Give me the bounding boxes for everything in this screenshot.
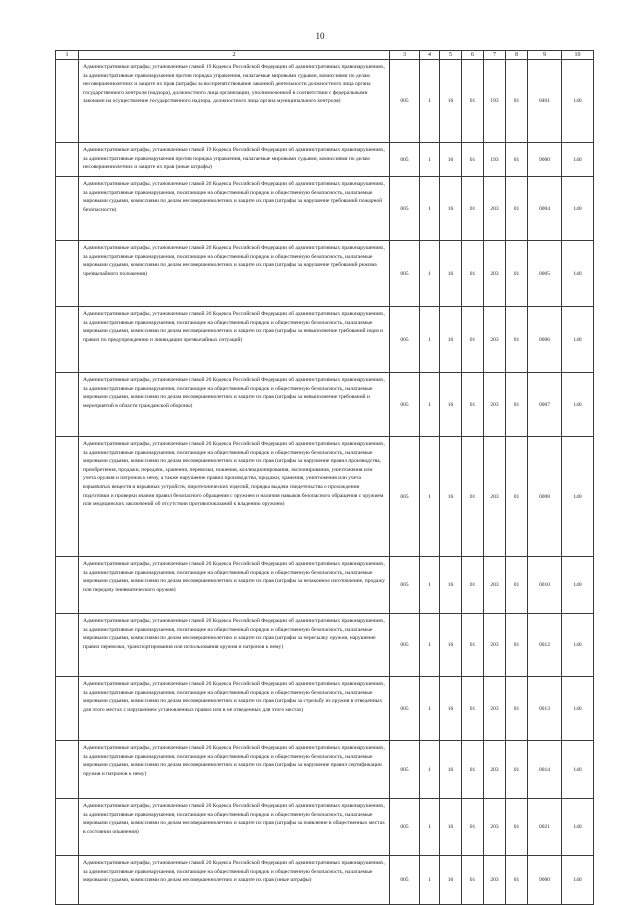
code-cell-c10: 140	[562, 557, 594, 614]
table-row	[56, 614, 594, 677]
code-cell-c9: 0012	[528, 614, 562, 677]
code-cell-c6: 01	[462, 307, 484, 373]
row-description: Административные штрафы, установленные главой 20 Кодекса Российской Федерации об административных правонарушениях, за административные правонарушения, посягающие на общественный порядок и общественную безопасность, налагаемые мировыми судьями, комиссиями по делам несовершеннолетних и защите их прав (штрафы за нарушение требований режима чрезвычайного положения)	[79, 241, 390, 307]
code-cell-c10: 140	[562, 143, 594, 177]
code-cell-c7: 203	[484, 856, 506, 905]
code-cell-c8: 01	[506, 741, 528, 799]
code-cell-c9: 0013	[528, 677, 562, 741]
code-cell-c7: 203	[484, 373, 506, 437]
row-description: Административные штрафы, установленные главой 20 Кодекса Российской Федерации об административных правонарушениях, за административные правонарушения, посягающие на общественный порядок и общественную безопасность, налагаемые мировыми судьями, комиссиями по делам несовершеннолетних и защите их прав (штрафы за нарушение правил производства, приобретения, продажи, передачи, хранения, перевозки, ношения, коллекционирования, экспонирования, уничтожения или учета оружия и патронов к нему, а также нарушение правил производства, продажи, хранения, уничтожения или учета взрывчатых веществ и взрывных устройств, пиротехнических изделий, порядка выдачи свидетельства о прохождении подготовки и проверки знания правил безопасного обращения с оружием и наличия навыков безопасного обращения с оружием или медицинских заключений об отсутствии противопоказаний к владению оружием)	[79, 437, 390, 557]
budget-code-table	[55, 50, 594, 905]
code-cell-c6: 01	[462, 741, 484, 799]
code-cell-c7: 203	[484, 307, 506, 373]
row-description: Административные штрафы, установленные главой 20 Кодекса Российской Федерации об административных правонарушениях, за административные правонарушения, посягающие на общественный порядок и общественную безопасность, налагаемые мировыми судьями, комиссиями по делам несовершеннолетних и защите их прав (штрафы за пересылку оружия, нарушение правил перевозки, транспортирования или использования оружия и патронов к нему)	[79, 614, 390, 677]
code-cell-c10: 140	[562, 741, 594, 799]
header-row	[56, 51, 594, 60]
code-cell-c4: 1	[420, 856, 440, 905]
code-cell-c3: 005	[390, 241, 420, 307]
code-cell-c6: 01	[462, 557, 484, 614]
code-cell-c9: 9000	[528, 143, 562, 177]
code-cell-c9: 0401	[528, 60, 562, 143]
column-header: 10	[562, 51, 594, 60]
code-cell-c7: 203	[484, 677, 506, 741]
code-cell-c7: 203	[484, 437, 506, 557]
row-description: Административные штрафы, установленные главой 20 Кодекса Российской Федерации об административных правонарушениях, за административные правонарушения, посягающие на общественный порядок и общественную безопасность, налагаемые мировыми судьями, комиссиями по делам несовершеннолетних и защите их прав (штрафы за нарушение требований пожарной безопасности)	[79, 177, 390, 241]
code-cell-c8: 01	[506, 437, 528, 557]
code-cell-c10: 140	[562, 60, 594, 143]
code-cell-c4: 1	[420, 307, 440, 373]
code-cell-c4: 1	[420, 741, 440, 799]
code-cell-c4: 1	[420, 60, 440, 143]
row-number-cell	[56, 143, 79, 177]
code-cell-c10: 140	[562, 856, 594, 905]
row-description: Административные штрафы, установленные главой 20 Кодекса Российской Федерации об административных правонарушениях, за административные правонарушения, посягающие на общественный порядок и общественную безопасность, налагаемые мировыми судьями, комиссиями по делам несовершеннолетних и защите их прав (штрафы за незаконное изготовление, продажу или передачу пневматического оружия)	[79, 557, 390, 614]
code-cell-c4: 1	[420, 373, 440, 437]
code-cell-c6: 01	[462, 856, 484, 905]
table-row	[56, 241, 594, 307]
table-row	[56, 799, 594, 856]
code-cell-c3: 005	[390, 373, 420, 437]
table-row	[56, 557, 594, 614]
row-number-cell	[56, 557, 79, 614]
column-header: 4	[420, 51, 440, 60]
code-cell-c8: 01	[506, 143, 528, 177]
code-cell-c9: 0004	[528, 177, 562, 241]
row-description: Административные штрафы, установленные главой 20 Кодекса Российской Федерации об административных правонарушениях, за административные правонарушения, посягающие на общественный порядок и общественную безопасность, налагаемые мировыми судьями, комиссиями по делам несовершеннолетних и защите их прав (иные штрафы)	[79, 856, 390, 905]
code-cell-c4: 1	[420, 143, 440, 177]
page-number: 10	[315, 31, 325, 41]
row-description: Административные штрафы, установленные главой 19 Кодекса Российской Федерации об административных правонарушениях, за административные правонарушения против порядка управления, налагаемые мировыми судьями, комиссиями по делам несовершеннолетних и защите их прав (иные штрафы)	[79, 143, 390, 177]
code-cell-c6: 01	[462, 437, 484, 557]
code-cell-c4: 1	[420, 799, 440, 856]
code-cell-c5: 16	[440, 741, 462, 799]
row-description: Административные штрафы, установленные главой 20 Кодекса Российской Федерации об административных правонарушениях, за административные правонарушения, посягающие на общественный порядок и общественную безопасность, налагаемые мировыми судьями, комиссиями по делам несовершеннолетних и защите их прав (штрафы за невыполнение требований и мероприятий в области гражданской обороны)	[79, 373, 390, 437]
code-cell-c9: 0006	[528, 307, 562, 373]
code-cell-c5: 16	[440, 143, 462, 177]
row-number-cell	[56, 241, 79, 307]
code-cell-c4: 1	[420, 177, 440, 241]
row-description: Административные штрафы, установленные главой 20 Кодекса Российской Федерации об административных правонарушениях, за административные правонарушения, посягающие на общественный порядок и общественную безопасность, налагаемые мировыми судьями, комиссиями по делам несовершеннолетних и защите их прав (штрафы за нарушение правил сертификации оружия и патронов к нему)	[79, 741, 390, 799]
code-cell-c9: 0010	[528, 557, 562, 614]
row-description: Административные штрафы, установленные главой 20 Кодекса Российской Федерации об административных правонарушениях, за административные правонарушения, посягающие на общественный порядок и общественную безопасность, налагаемые мировыми судьями, комиссиями по делам несовершеннолетних и защите их прав (штрафы за невыполнение требований норм и правил по предупреждению и ликвидации чрезвычайных ситуаций)	[79, 307, 390, 373]
code-cell-c3: 005	[390, 557, 420, 614]
table-row	[56, 60, 594, 143]
code-cell-c4: 1	[420, 614, 440, 677]
code-cell-c6: 01	[462, 373, 484, 437]
column-header: 2	[79, 51, 390, 60]
code-cell-c7: 203	[484, 741, 506, 799]
code-cell-c8: 01	[506, 799, 528, 856]
column-header: 1	[56, 51, 79, 60]
code-cell-c6: 01	[462, 60, 484, 143]
code-cell-c6: 01	[462, 241, 484, 307]
row-description: Административные штрафы, установленные главой 19 Кодекса Российской Федерации об административных правонарушениях, за административные правонарушения против порядка управления, налагаемые мировыми судьями, комиссиями по делам несовершеннолетних и защите их прав (штрафы за воспрепятствование законной деятельности должностного лица органа государственного контроля (надзора), должностного лица организации, уполномоченной в соответствии с федеральными законами на осуществление государственного надзора, должностного лица органа муниципального контроля)	[79, 60, 390, 143]
code-cell-c3: 005	[390, 437, 420, 557]
code-cell-c5: 16	[440, 799, 462, 856]
row-description: Административные штрафы, установленные главой 20 Кодекса Российской Федерации об административных правонарушениях, за административные правонарушения, посягающие на общественный порядок и общественную безопасность, налагаемые мировыми судьями, комиссиями по делам несовершеннолетних и защите их прав (штрафы за стрельбу из оружия в отведенных для этого местах с нарушением установленных правил или в не отведенных для этого местах)	[79, 677, 390, 741]
code-cell-c10: 140	[562, 241, 594, 307]
row-number-cell	[56, 677, 79, 741]
row-number-cell	[56, 177, 79, 241]
code-cell-c8: 01	[506, 241, 528, 307]
code-cell-c5: 16	[440, 60, 462, 143]
code-cell-c5: 16	[440, 677, 462, 741]
code-cell-c5: 16	[440, 177, 462, 241]
column-header: 9	[528, 51, 562, 60]
code-cell-c9: 9000	[528, 856, 562, 905]
code-cell-c4: 1	[420, 677, 440, 741]
code-cell-c3: 005	[390, 307, 420, 373]
code-cell-c9: 0014	[528, 741, 562, 799]
code-cell-c7: 203	[484, 614, 506, 677]
table-row	[56, 373, 594, 437]
code-cell-c4: 1	[420, 241, 440, 307]
table-row	[56, 177, 594, 241]
row-description: Административные штрафы, установленные главой 20 Кодекса Российской Федерации об административных правонарушениях, за административные правонарушения, посягающие на общественный порядок и общественную безопасность, налагаемые мировыми судьями, комиссиями по делам несовершеннолетних и защите их прав (штрафы за появление в общественных местах в состоянии опьянения)	[79, 799, 390, 856]
code-cell-c3: 005	[390, 856, 420, 905]
code-cell-c10: 140	[562, 437, 594, 557]
column-header: 3	[390, 51, 420, 60]
code-cell-c3: 005	[390, 614, 420, 677]
code-cell-c5: 16	[440, 856, 462, 905]
code-cell-c3: 005	[390, 741, 420, 799]
code-cell-c10: 140	[562, 799, 594, 856]
code-cell-c10: 140	[562, 614, 594, 677]
code-cell-c9: 0007	[528, 373, 562, 437]
code-cell-c3: 005	[390, 799, 420, 856]
code-cell-c5: 16	[440, 557, 462, 614]
code-cell-c9: 0005	[528, 241, 562, 307]
code-cell-c3: 005	[390, 177, 420, 241]
code-cell-c9: 0021	[528, 799, 562, 856]
code-cell-c10: 140	[562, 677, 594, 741]
code-cell-c8: 01	[506, 856, 528, 905]
code-cell-c7: 203	[484, 241, 506, 307]
code-cell-c10: 140	[562, 177, 594, 241]
code-cell-c10: 140	[562, 307, 594, 373]
code-cell-c5: 16	[440, 614, 462, 677]
column-header: 7	[484, 51, 506, 60]
table-row	[56, 307, 594, 373]
code-cell-c6: 01	[462, 143, 484, 177]
row-number-cell	[56, 741, 79, 799]
code-cell-c10: 140	[562, 373, 594, 437]
table-row	[56, 741, 594, 799]
code-cell-c7: 193	[484, 60, 506, 143]
code-cell-c6: 01	[462, 677, 484, 741]
column-header: 5	[440, 51, 462, 60]
row-number-cell	[56, 373, 79, 437]
table-row	[56, 143, 594, 177]
code-cell-c6: 01	[462, 614, 484, 677]
code-cell-c4: 1	[420, 557, 440, 614]
code-cell-c9: 0008	[528, 437, 562, 557]
row-number-cell	[56, 437, 79, 557]
code-cell-c8: 01	[506, 307, 528, 373]
row-number-cell	[56, 307, 79, 373]
code-cell-c5: 16	[440, 307, 462, 373]
code-cell-c3: 005	[390, 677, 420, 741]
code-cell-c4: 1	[420, 437, 440, 557]
code-cell-c7: 203	[484, 177, 506, 241]
column-header: 6	[462, 51, 484, 60]
code-cell-c7: 203	[484, 799, 506, 856]
code-cell-c6: 01	[462, 799, 484, 856]
code-cell-c3: 005	[390, 60, 420, 143]
code-cell-c7: 203	[484, 557, 506, 614]
table-row	[56, 437, 594, 557]
row-number-cell	[56, 614, 79, 677]
code-cell-c8: 01	[506, 373, 528, 437]
row-number-cell	[56, 799, 79, 856]
code-cell-c5: 16	[440, 437, 462, 557]
code-cell-c3: 005	[390, 143, 420, 177]
code-cell-c8: 01	[506, 557, 528, 614]
code-cell-c5: 16	[440, 241, 462, 307]
table-row	[56, 856, 594, 905]
code-cell-c8: 01	[506, 177, 528, 241]
row-number-cell	[56, 856, 79, 905]
column-header: 8	[506, 51, 528, 60]
row-number-cell	[56, 60, 79, 143]
code-cell-c5: 16	[440, 373, 462, 437]
code-cell-c8: 01	[506, 614, 528, 677]
code-cell-c8: 01	[506, 60, 528, 143]
code-cell-c6: 01	[462, 177, 484, 241]
table-row	[56, 677, 594, 741]
code-cell-c8: 01	[506, 677, 528, 741]
code-cell-c7: 193	[484, 143, 506, 177]
